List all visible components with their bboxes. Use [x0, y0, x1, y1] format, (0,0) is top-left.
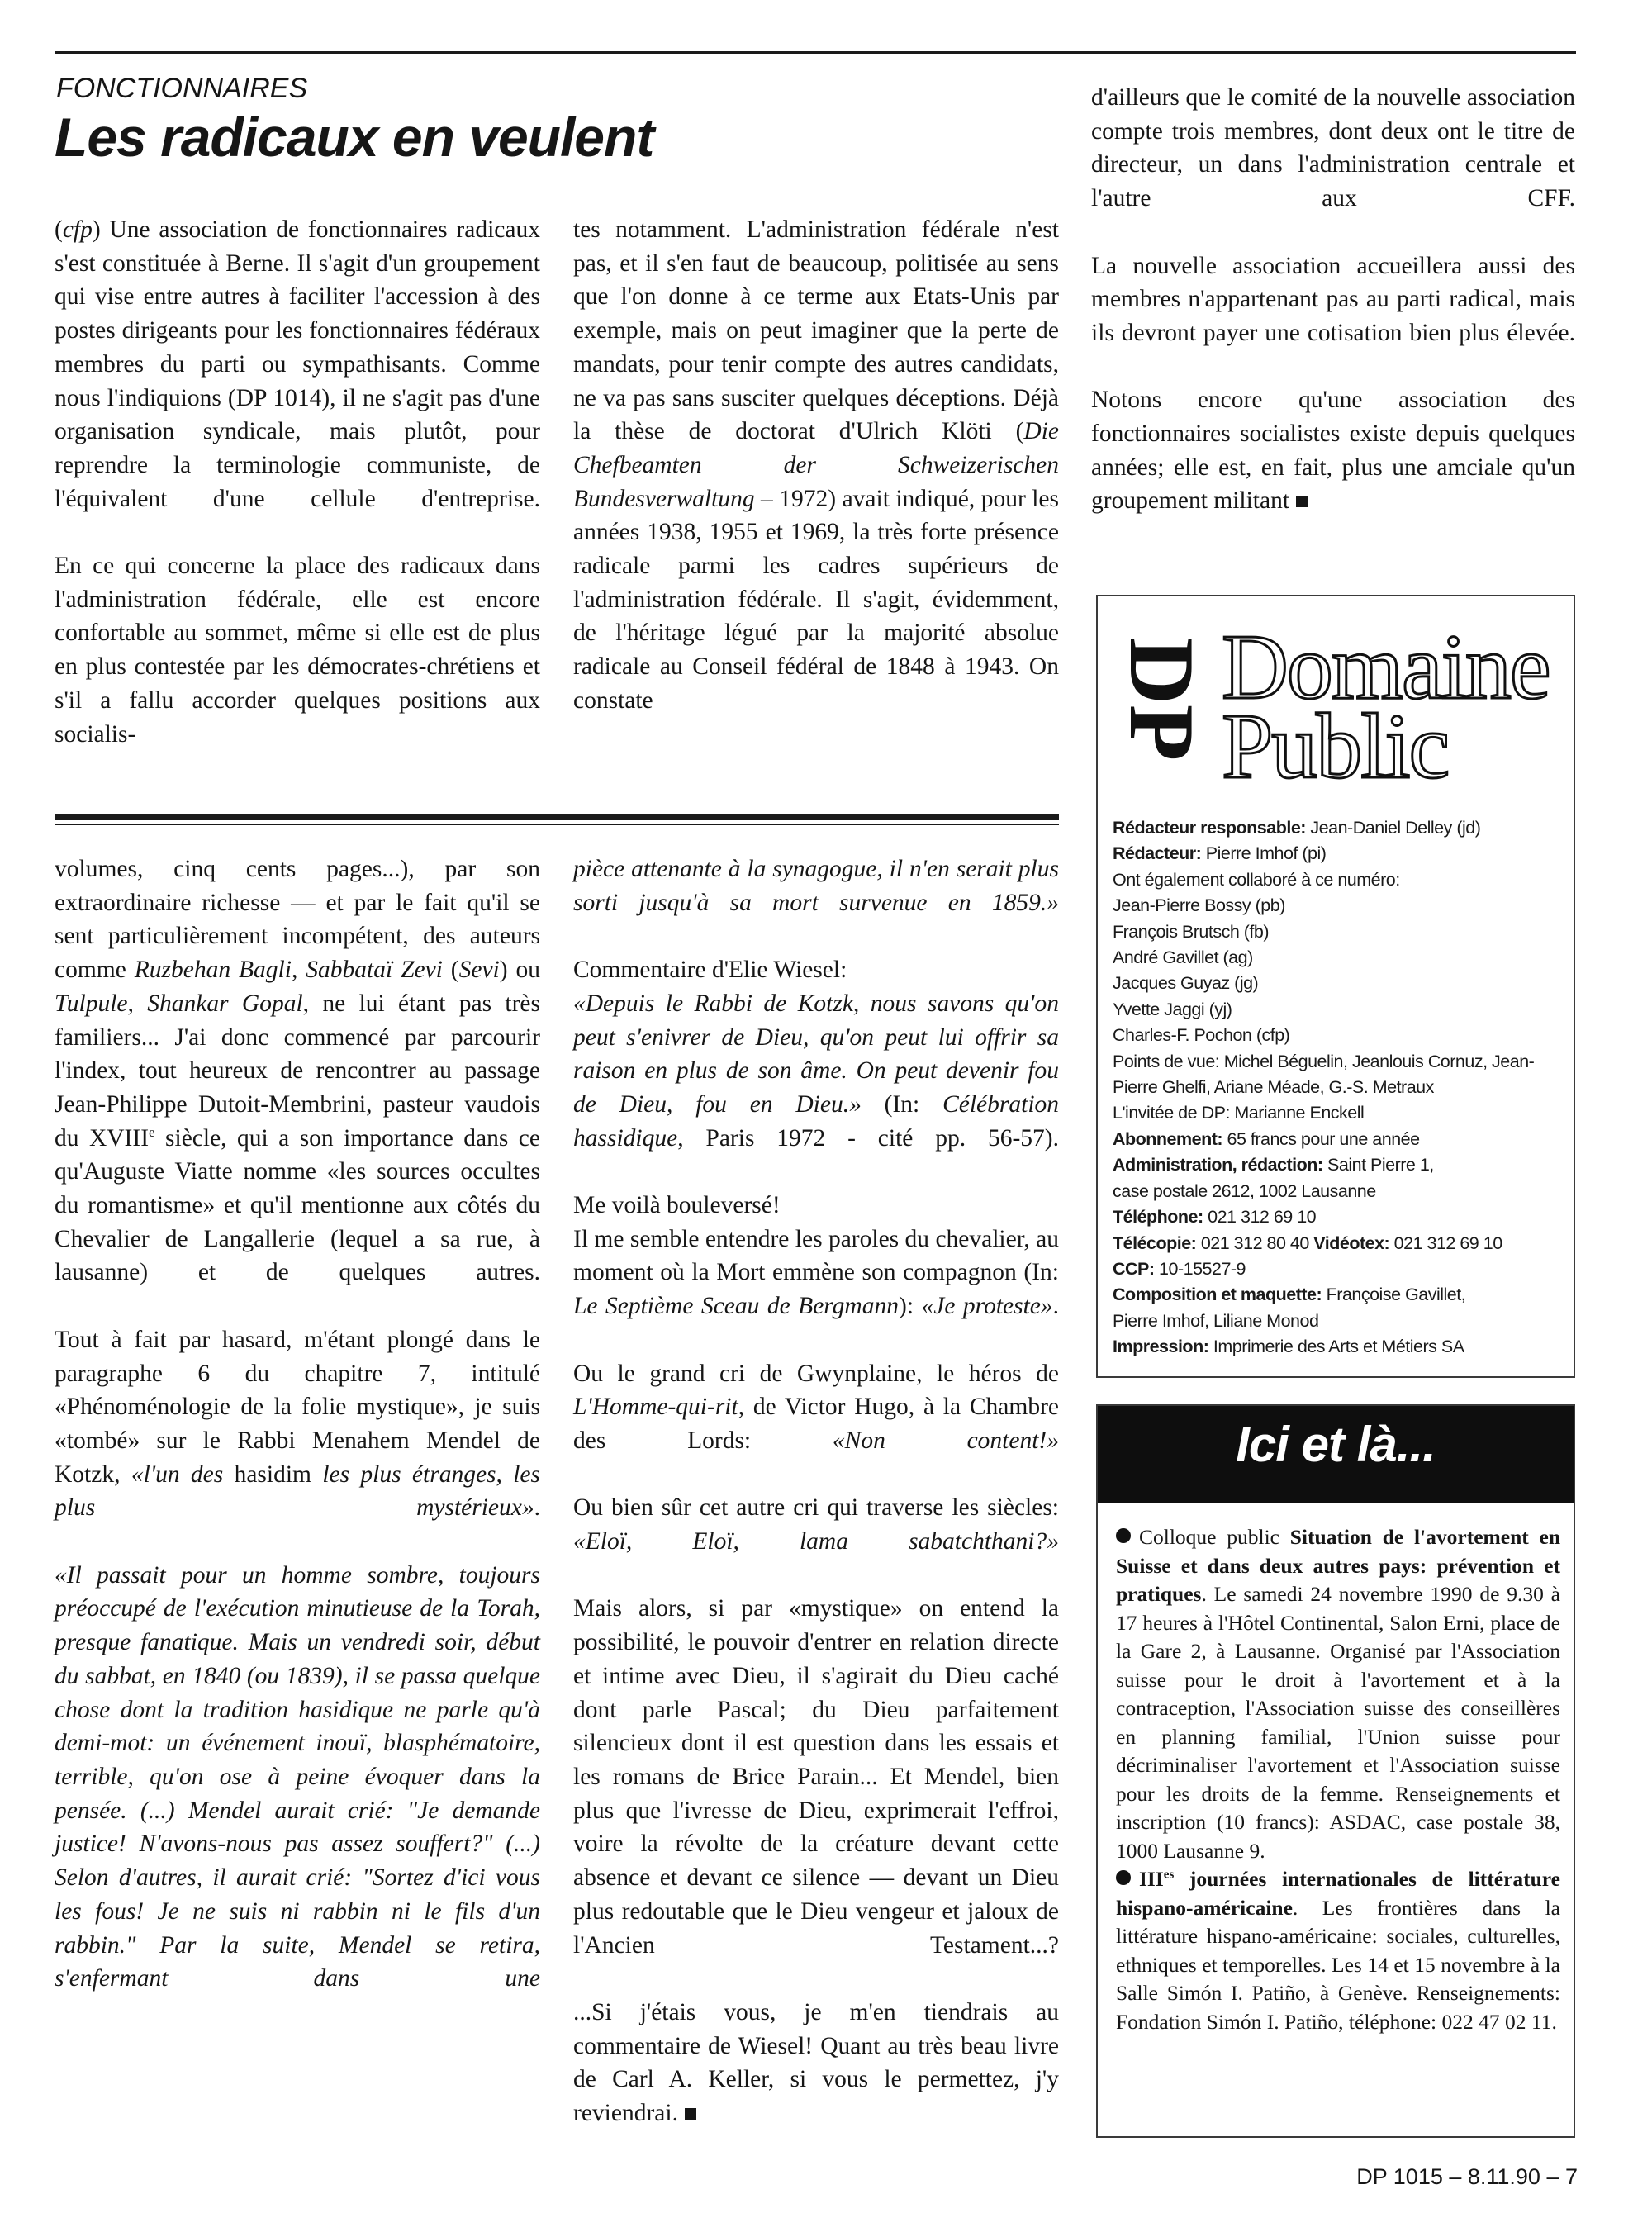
end-mark-icon [1296, 496, 1308, 507]
ici-et-la-body [1116, 1523, 1560, 2036]
page-footer: DP 1015 – 8.11.90 – 7 [1356, 2164, 1578, 2189]
section-rule-thick [55, 814, 1059, 820]
list-item: Colloque public Situation de l'avortement en Suisse et dans deux autres pays: prévention et pratiques. Le samedi 24 novembre 1990 de 9.30 à 17 heures à l'Hôtel Continental, Salon Erni, place de la Gare 2, à Lausanne. Organisé par l'Association suisse pour le droit à l'avortement et à la contraception, l'Association suisse des conseillères en planning familial, l'Union suisse pour décriminaliser l'avortement et l'Association suisse pour les droits de la femme. Renseignements et inscription (10 francs): ASDAC, case postale 38, 1000 Lausanne 9. [1116, 1525, 1560, 1863]
bullet-icon [1116, 1528, 1131, 1543]
paragraph: Ou le grand cri de Gwynplaine, le héros de L'Homme-qui-rit, de Victor Hugo, à la Chambre des Lords: «Non content!» [573, 1360, 1059, 1454]
paragraph [573, 213, 1059, 718]
staff-line: Pierre Imhof, Liliane Monod [1113, 1310, 1319, 1331]
paragraph: Commentaire d'Elie Wiesel: [573, 957, 847, 984]
paragraph-text: tes notamment. L'administration fédérale n'est pas, et il s'en faut de beaucoup, politisée au sens que l'on donne à ce terme aux Etats-Unis par exemple, mais on peut imaginer que la perte de mandats, pour tenir compte des autres candidats, ne va pas sans susciter quelques déceptions. Déjà la thèse de doctorat d'Ulrich Klöti ( [573, 216, 1059, 445]
staff-line: Pierre Ghelfi, Ariane Méade, G.-S. Metraux [1113, 1077, 1434, 1098]
staff-line: Télécopie: 021 312 80 40 Vidéotex: 021 312 69 10 [1113, 1232, 1502, 1253]
paragraph: Il me semble entendre les paroles du chevalier, au moment où la Mort emmène son compagnon (In: Le Septième Sceau de Bergmann): «Je proteste». [573, 1225, 1060, 1320]
paragraph: La nouvelle association accueillera aussi des membres n'appartenant pas au parti radical, mais ils devront payer une cotisation bien plus élevée. [1091, 252, 1575, 346]
article-top-column-1 [55, 213, 540, 751]
staff-line: François Brutsch (fb) [1113, 921, 1270, 942]
dp-logo [1114, 629, 1213, 786]
article-bottom-column-2 [573, 852, 1059, 2130]
paragraph: Tout à fait par hasard, m'étant plongé dans le paragraphe 6 du chapitre 7, intitulé «Phénoménologie de la folie mystique», je suis «tombé» sur le Rabbi Menahem Mendel de Kotzk, «l'un des hasidim les plus étranges, les plus mystérieux». [55, 1326, 540, 1522]
staff-line: Charles-F. Pochon (cfp) [1113, 1025, 1290, 1046]
paragraph-text: Notons encore qu'une association des fonctionnaires socialistes existe depuis quelques années; elle est, en fait, plus une amciale qu'un groupement militant [1091, 387, 1575, 515]
paragraph: ...Si j'étais vous, je m'en tiendrais au commentaire de Wiesel! Quant au très beau livre de Carl A. Keller, si vous le permettez, j'y reviendrai. [573, 1998, 1059, 2127]
paragraph-text: – 1972) avait indiqué, pour les années 1938, 1955 et 1969, la très forte présence radicale parmi les cadres supérieurs de l'administration fédérale. Il s'agit, évidemment, de l'héritage légué par la majorité absolue radicale au Conseil fédéral de 1848 à 1943. On constate [573, 485, 1059, 714]
article-top-column-2 [573, 213, 1059, 718]
dp-logo-letters: DP [1114, 638, 1213, 762]
staff-line: Jacques Guyaz (jg) [1113, 973, 1259, 994]
staff-line: André Gavillet (ag) [1113, 947, 1253, 968]
ici-et-la-banner [1098, 1406, 1574, 1503]
end-mark-icon [685, 2108, 696, 2120]
paragraph [1091, 383, 1575, 518]
staff-line: Impression: Imprimerie des Arts et Métiers SA [1113, 1337, 1464, 1357]
paragraph-text: ) Une association de fonctionnaires radicaux s'est constituée à Berne. Il s'agit d'un groupement qui vise entre autres à faciliter l'accession à des postes dirigeants pour les fonctionnaires fédéraux membres du parti ou sympathisants. Comme nous l'indiquions (DP 1014), il ne s'agit pas d'une organisation syndicale, mais plutôt, pour reprendre la terminologie communiste, de l'équivalent d'une cellule d'entreprise. [55, 216, 540, 512]
ici-et-la-title: Ici et là... [1236, 1417, 1436, 1472]
staff-line: Rédacteur responsable: Jean-Daniel Delley (jd) [1113, 818, 1481, 838]
paragraph: Mais alors, si par «mystique» on entend la possibilité, le pouvoir d'entrer en relation directe et intime avec Dieu, il s'agirait du Dieu caché dont parle Pascal; du Dieu parfaitement silencieux dont il est question dans les essais et les romans de Brice Parain... Et Mendel, bien plus que l'ivresse de Dieu, exprimerait l'effroi, voire la révolte de la créature devant cette absence et devant ce silence — devant un Dieu plus redoutable que le Dieu vengeur et jaloux de l'Ancien Testament...? [573, 1595, 1059, 1959]
staff-line: Jean-Pierre Bossy (pb) [1113, 895, 1285, 916]
staff-line: Rédacteur: Pierre Imhof (pi) [1113, 843, 1327, 864]
masthead-box [1096, 595, 1575, 1378]
paragraph: Me voilà bouleversé! [573, 1192, 781, 1219]
staff-line: case postale 2612, 1002 Lausanne [1113, 1180, 1376, 1201]
paragraph: En ce qui concerne la place des radicaux dans l'administration fédérale, elle est encore confortable au sommet, même si elle est de plus en plus contestée par les démocrates-chrétiens et s'il a fallu accorder quelques positions aux socialis- [55, 553, 540, 748]
paragraph: d'ailleurs que le comité de la nouvelle association compte trois membres, dont deux ont le titre de directeur, un dans l'administration centrale et l'autre aux CFF. [1091, 84, 1575, 212]
staff-line: Points de vue: Michel Béguelin, Jeanlouis Cornuz, Jean- [1113, 1051, 1535, 1071]
staff-line: Yvette Jaggi (yj) [1113, 999, 1232, 1019]
staff-line: Ont également collaboré à ce numéro: [1113, 869, 1400, 890]
dp-logo-word-domaine: Domaine [1222, 616, 1550, 719]
bullet-icon [1116, 1870, 1131, 1885]
paragraph: Ou bien sûr cet autre cri qui traverse les siècles: «Eloï, Eloï, lama sabatchthani?» [573, 1494, 1059, 1555]
article-bottom-column-1 [55, 852, 540, 2030]
article-kicker: FONCTIONNAIRES [56, 73, 308, 104]
top-rule [55, 51, 1576, 54]
list-item: $III^{es}$ journées internationales de littérature hispano-américaine. Les frontières dans la littérature hispano-américaine: sociales, culturelles, ethniques et temporelles. Les 14 et 15 novembre à la Salle Simón I. Patiño, à Genève. Renseignements: Fondation Simón I. Patiño, téléphone: 022 47 02 11. [1116, 1867, 1560, 2034]
book-title: Die Chefbeamten der Schweizerischen Bundesverwaltung [573, 418, 1059, 512]
article-top-column-3 [1091, 81, 1575, 518]
staff-list [1113, 815, 1565, 1361]
quote-paragraph: «Il passait pour un homme sombre, toujours préoccupé de l'exécution minutieuse de la Torah, presque fanatique. Mais un vendredi soir, début du sabbat, en 1840 (ou 1839), il se passa quelque chose dont la tradition hasidique ne parle qu'à demi-mot: un événement inouï, blasphématoire, terrible, qu'on ose à peine évoquer dans la pensée. (...) Mendel aurait crié: "Je demande justice! N'avons-nous pas assez souffert?" (...) Selon d'autres, il aurait crié: "Sortez d'ici vous les fous! Je ne suis ni rabbin ni le fils d'un rabbin." Par la suite, Mendel se retira, s'enfermant dans une [55, 1561, 540, 1992]
article-headline: Les radicaux en veulent [55, 107, 654, 168]
staff-line: Administration, rédaction: Saint Pierre 1, [1113, 1155, 1434, 1175]
staff-line: L'invitée de DP: Marianne Enckell [1113, 1103, 1365, 1123]
paragraph: (cfp) Une association de fonctionnaires radicaux s'est constituée à Berne. Il s'agit d'un groupement qui vise entre autres à faciliter l'accession à des postes dirigeants pour les fonctionnaires fédéraux membres du parti ou sympathisants. Comme nous l'indiquions (DP 1014), il ne s'agit pas d'une organisation syndicale, mais plutôt, pour reprendre la terminologie communiste, de l'équivalent d'une cellule d'entreprise. [55, 216, 540, 512]
staff-line: Abonnement: 65 francs pour une année [1113, 1128, 1420, 1149]
dp-logo-word-public: Public [1222, 696, 1449, 798]
dp-logo-icon [1114, 629, 1213, 786]
staff-line: Téléphone: 021 312 69 10 [1113, 1207, 1317, 1228]
staff-line: Composition et maquette: Françoise Gavillet, [1113, 1285, 1466, 1305]
paragraph: «Depuis le Rabbi de Kotzk, nous savons qu'on peut s'enivrer de Dieu, qu'on peut lui offrir sa raison en plus de son âme. On peut devenir fou de Dieu, fou en Dieu.» (In: Célébration hassidique, Paris 1972 - cité pp. 56-57). [573, 990, 1060, 1152]
section-rule-thin [55, 824, 1059, 825]
staff-line: CCP: 10-15527-9 [1113, 1258, 1246, 1279]
ici-et-la-box [1096, 1404, 1575, 2138]
byline-initials: cfp [62, 216, 93, 243]
paragraph: volumes, cinq cents pages...), par son extraordinaire richesse — et par le fait qu'il se sent particulièrement incompétent, des auteurs comme Ruzbehan Bagli, Sabbataï Zevi (Sevi) ou Tulpule, Shankar Gopal, ne lui étant pas très familiers... J'ai donc commencé par parcourir l'index, tout heureux de rencontrer au passage Jean-Philippe Dutoit-Membrini, pasteur vaudois du XVIIIe siècle, qui a son importance dans ce qu'Auguste Viatte nomme «les sources occultes du romantisme» et qu'il mentionne aux côtés du Chevalier de Langallerie (lequel a sa rue, à lausanne) et de quelques autres. [55, 856, 540, 1286]
quote-paragraph: pièce attenante à la synagogue, il n'en serait plus sorti jusqu'à sa mort survenue en 1859.» [573, 856, 1059, 916]
